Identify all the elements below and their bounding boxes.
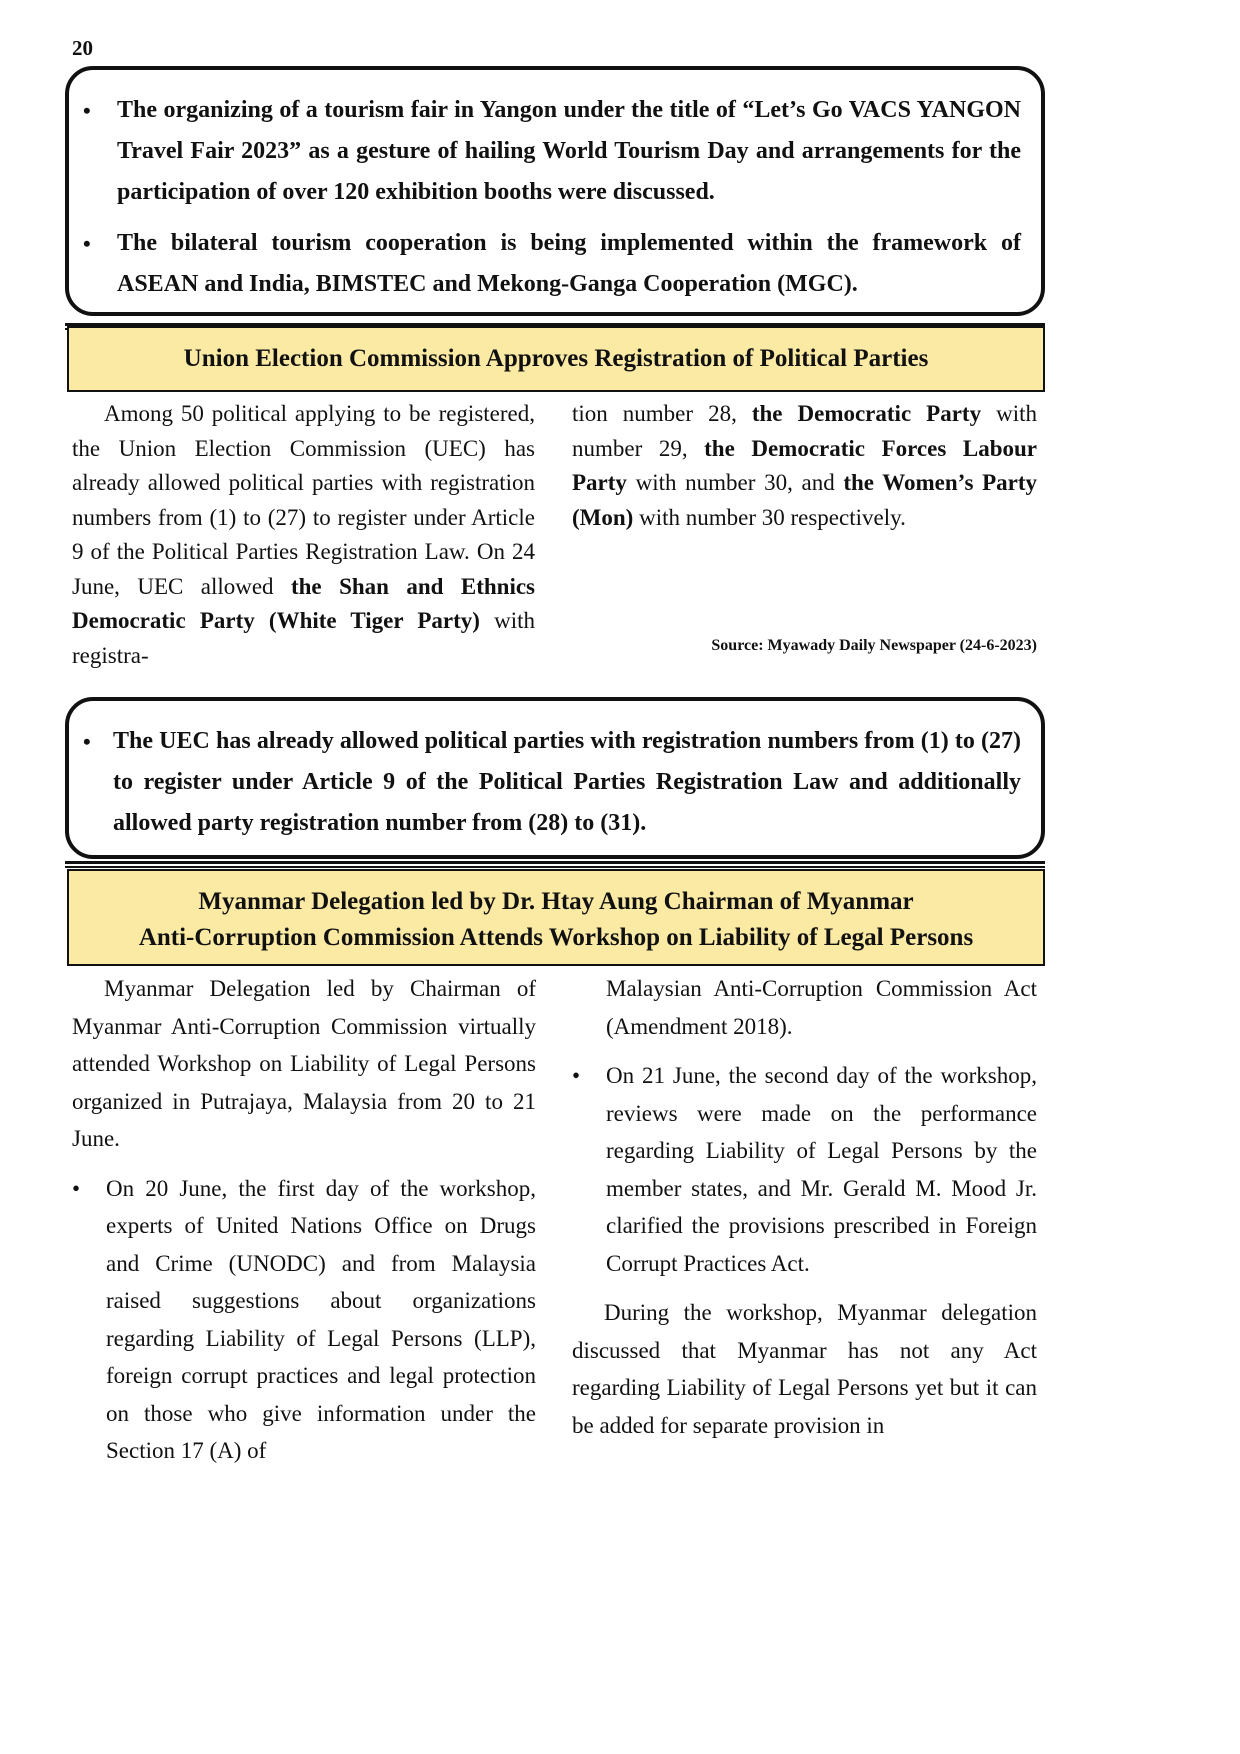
uec-article-paragraph [572,397,1037,535]
party-name: the Democratic Party [751,401,982,426]
bullet-icon: • [83,98,91,123]
page-number: 20 [72,36,93,60]
body-text: tion number 28, [572,401,752,426]
uec-headline: Union Election Commission Approves Registration of Political Parties [183,345,929,372]
summary-item-text: The bilateral tourism cooperation is being implemented within the framework of ASEAN and India, BIMSTEC and Mekong-Ganga Cooperation (MGC). [117,230,1021,297]
uec-summary-list [69,721,1021,844]
party-name: the Democratic Forces Labour Party [572,435,1037,495]
summary-item [69,90,1021,213]
bullet-text: On 21 June, the second day of the workshop, reviews were made on the performance regarding Liability of Legal Persons by the member states, and Mr. Gerald M. Mood Jr. clarified the provisions prescribed in Foreign Corrupt Practices Act. [606,1063,1037,1276]
party-name: the Shan and Ethnics Democratic Party (White Tiger Party) [72,573,535,633]
delegation-paragraph: During the workshop, Myanmar delegation discussed that Myanmar has not any Act regarding Liability of Legal Persons yet but it can be added for separate provision in [572,1300,1037,1438]
summary-item-text: The organizing of a tourism fair in Yangon under the title of “Let’s Go VACS YANGON Travel Fair 2023” as a gesture of hailing World Tourism Day and arrangements for the participation of over 120 exhibition booths were discussed. [117,97,1021,205]
body-text: with number 30 respectively. [633,504,906,530]
summary-item [69,721,1021,844]
uec-article-right-column [572,397,1037,535]
bullet-icon: • [83,231,91,256]
section-divider [65,866,1045,868]
delegation-intro-paragraph: Myanmar Delegation led by Chairman of Myanmar Anti-Corruption Commission virtually attended Workshop on Liability of Legal Persons organized in Putrajaya, Malaysia from 20 to 21 June. [72,976,536,1151]
source-citation: Source: Myawady Daily Newspaper (24-6-2023) [711,637,1037,654]
delegation-headline-banner [67,869,1045,966]
uec-headline-banner [67,326,1045,392]
bullet-icon: • [572,1063,581,1088]
continued-bullet-text: Malaysian Anti-Corruption Commission Act (Amendment 2018). [606,976,1037,1039]
bullet-icon: • [72,1175,81,1201]
uec-article-paragraph [72,397,535,673]
delegation-article-left-column [72,970,536,1470]
uec-article-left-column [72,397,535,673]
summary-item-text: The UEC has already allowed political parties with registration numbers from (1) to (27) to register under Article 9 of the Political Parties Registration Law and additionally allowed party registration number from (28) to (31). [113,728,1021,836]
tourism-summary-box [65,66,1045,316]
delegation-headline-line: Anti-Corruption Commission Attends Workshop on Liability of Legal Persons [138,924,974,951]
delegation-bullet-item [572,1057,1037,1282]
body-text: with registra- [72,608,535,668]
bullet-icon: • [83,729,91,754]
body-text: with number 29, [572,401,1037,461]
tourism-summary-list [69,90,1021,305]
body-text: with number 30, and [626,470,844,495]
delegation-headline-line: Myanmar Delegation led by Dr. Htay Aung Chairman of Myanmar [198,888,914,915]
bullet-text: On 20 June, the first day of the workshop, experts of United Nations Office on Drugs and Crime (UNODC) and from Malaysia raised suggestions about organizations regarding Liability of Legal Persons (LLP), foreign corrupt practices and legal protection on those who give information under the Section 17 (A) of [106,1175,536,1463]
delegation-article-right-column [572,970,1037,1444]
section-divider [65,861,1045,864]
uec-summary-box [65,697,1045,859]
delegation-bullet-item [72,1170,536,1470]
body-text: Among 50 political applying to be registered, the Union Election Commission (UEC) has already allowed political parties with registration numbers from (1) to (27) to register under Article 9 of the Political Parties Registration Law. On 24 June, UEC allowed [72,401,535,599]
party-name: the Women’s Party (Mon) [572,470,1037,530]
summary-item [69,223,1021,305]
